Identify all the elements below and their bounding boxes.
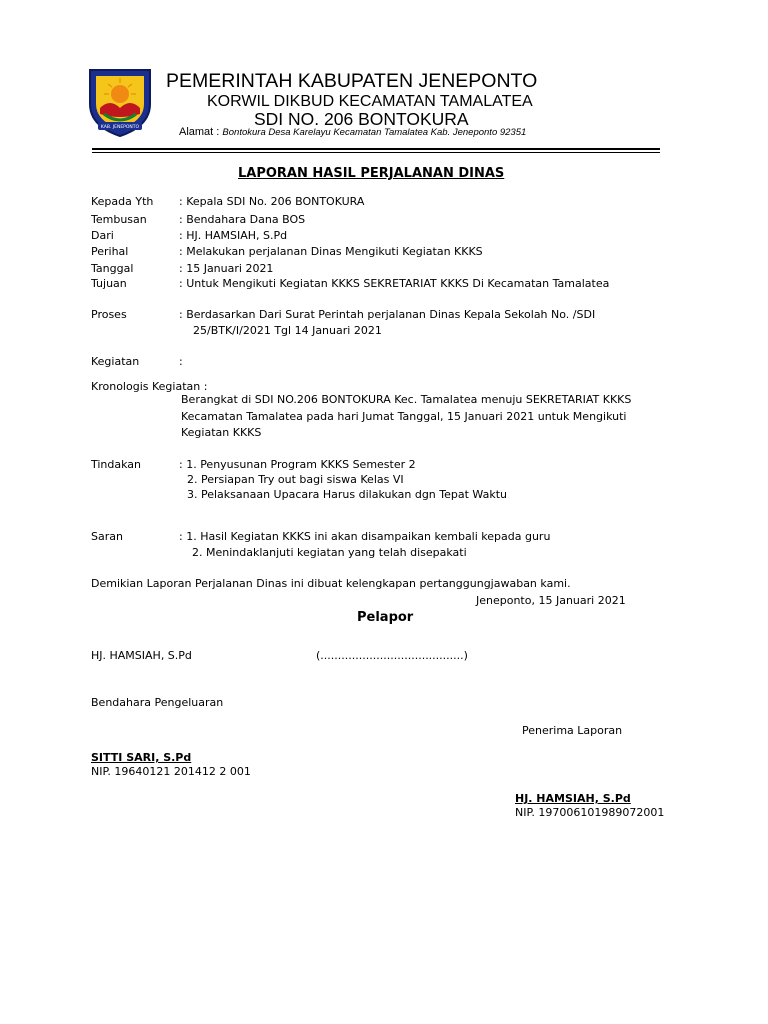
kronologis-label: Kronologis Kegiatan : [91, 380, 208, 393]
bendahara-label: Bendahara Pengeluaran [91, 696, 224, 709]
document-title: LAPORAN HASIL PERJALANAN DINAS [238, 166, 505, 181]
proses-label: Proses [91, 308, 127, 321]
kronologis-line-2: Kecamatan Tamalatea pada hari Jumat Tanggal, 15 Januari 2021 untuk Mengikuti [181, 410, 627, 423]
field-label-dari: Dari [91, 229, 114, 242]
field-label-tembusan: Tembusan [91, 213, 147, 226]
kegiatan-label: Kegiatan [91, 355, 140, 368]
signatory-left-nip: NIP. 19640121 201412 2 001 [91, 765, 251, 778]
tindakan-item-3: 3. Pelaksanaan Upacara Harus dilakukan dgn Tepat Waktu [187, 488, 507, 501]
field-value-tembusan: : Bendahara Dana BOS [179, 213, 306, 226]
signatory-right-name: HJ. HAMSIAH, S.Pd [515, 792, 631, 805]
proses-line-1: : Berdasarkan Dari Surat Perintah perjalanan Dinas Kepala Sekolah No. /SDI [179, 308, 596, 321]
reporter-name: HJ. HAMSIAH, S.Pd [91, 649, 192, 662]
signatory-left-name: SITTI SARI, S.Pd [91, 751, 192, 764]
field-label-kepada: Kepada Yth [91, 195, 154, 208]
field-label-tujuan: Tujuan [91, 277, 127, 290]
letterhead-school: SDI NO. 206 BONTOKURA [254, 109, 469, 129]
letterhead-address [179, 126, 526, 138]
field-value-tanggal: : 15 Januari 2021 [179, 262, 274, 275]
field-value-perihal: : Melakukan perjalanan Dinas Mengikuti Kegiatan KKKS [179, 245, 483, 258]
saran-label: Saran [91, 530, 123, 543]
field-value-dari: : HJ. HAMSIAH, S.Pd [179, 229, 288, 242]
saran-item-2: 2. Menindaklanjuti kegiatan yang telah disepakati [192, 546, 467, 559]
kronologis-line-3: Kegiatan KKKS [181, 426, 262, 439]
proses-line-2: 25/BTK/I/2021 Tgl 14 Januari 2021 [193, 324, 382, 337]
place-date: Jeneponto, 15 Januari 2021 [476, 594, 626, 607]
kegiatan-value: : [179, 355, 183, 368]
field-value-kepada: : Kepala SDI No. 206 BONTOKURA [179, 195, 365, 208]
logo-text: KAB. JENEPONTO [100, 125, 140, 130]
letterhead-rule-thick [92, 148, 660, 150]
address-label: Alamat : [179, 126, 220, 138]
penerima-label: Penerima Laporan [522, 724, 623, 737]
address-value: Bontokura Desa Karelayu Kecamatan Tamalatea Kab. Jeneponto 92351 [222, 127, 527, 138]
letterhead-korwil: KORWIL DIKBUD KECAMATAN TAMALATEA [207, 93, 533, 110]
kronologis-line-1: Berangkat di SDI NO.206 BONTOKURA Kec. Tamalatea menuju SEKRETARIAT KKKS [181, 393, 632, 406]
field-value-tujuan: : Untuk Mengikuti Kegiatan KKKS SEKRETARIAT KKKS Di Kecamatan Tamalatea [179, 277, 610, 290]
tindakan-label: Tindakan [91, 458, 142, 471]
field-label-tanggal: Tanggal [91, 262, 134, 275]
letterhead-rule-thin [92, 152, 660, 153]
signatory-right-nip: NIP. 197006101989072001 [515, 806, 665, 819]
reporter-signature-line: (.........................................) [316, 649, 468, 662]
jeneponto-logo [84, 64, 156, 138]
pelapor-heading: Pelapor [357, 610, 414, 625]
field-label-perihal: Perihal [91, 245, 129, 258]
tindakan-item-1: : 1. Penyusunan Program KKKS Semester 2 [179, 458, 416, 471]
closing-statement: Demikian Laporan Perjalanan Dinas ini dibuat kelengkapan pertanggungjawaban kami. [91, 577, 571, 590]
tindakan-item-2: 2. Persiapan Try out bagi siswa Kelas VI [187, 473, 404, 486]
saran-item-1: : 1. Hasil Kegiatan KKKS ini akan disampaikan kembali kepada guru [179, 530, 551, 543]
letterhead-government: PEMERINTAH KABUPATEN JENEPONTO [166, 70, 538, 92]
